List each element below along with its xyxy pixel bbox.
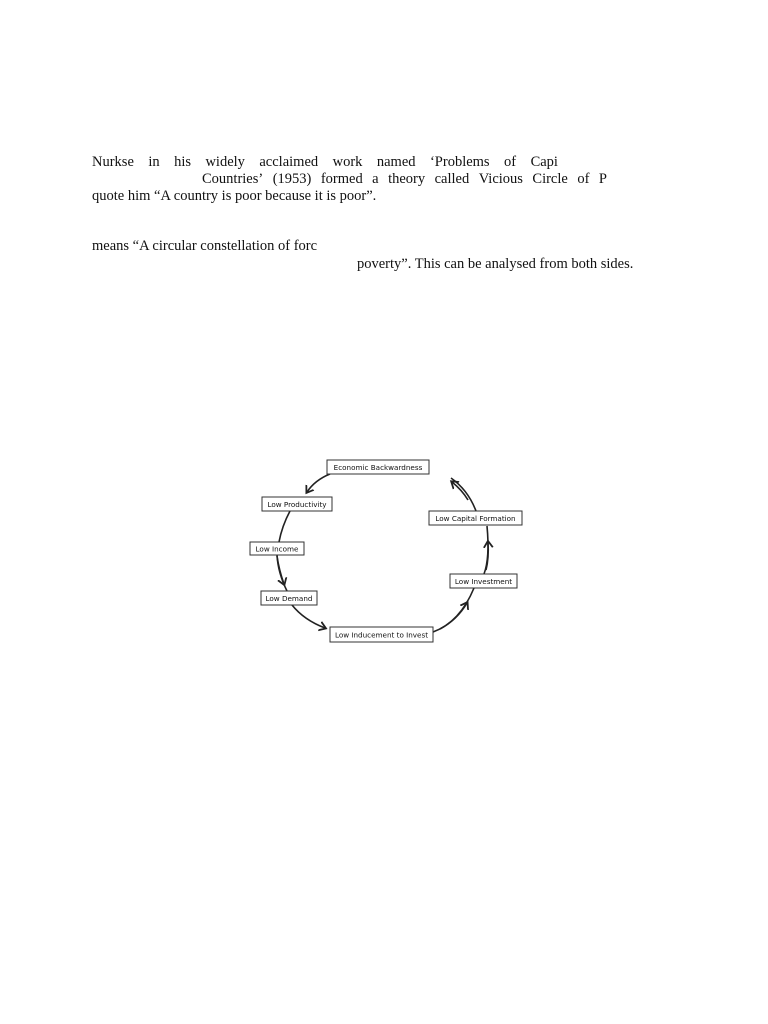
word: a: [372, 171, 379, 187]
node-label: Low Productivity: [267, 500, 327, 509]
paragraph-line-5: poverty”. This can be analysed from both sides.: [357, 256, 634, 272]
word: (1953): [272, 171, 312, 187]
node-label: Economic Backwardness: [333, 463, 423, 472]
node-label: Low Demand: [265, 594, 313, 603]
word: widely: [205, 154, 245, 170]
word: theory: [388, 171, 426, 187]
word: of: [504, 154, 517, 170]
paragraph-line-3: quote him “A country is poor because it is poor”.: [92, 188, 377, 204]
arc-productivity-to-income: [279, 511, 290, 542]
node-label: Low Capital Formation: [435, 514, 516, 523]
node-low-capital-formation: [429, 511, 522, 525]
arrow-inducement-to-investment: [440, 603, 467, 629]
node-low-income: [250, 542, 304, 555]
node-economic-backwardness: [327, 460, 429, 474]
word: called: [434, 171, 470, 187]
word: Nurkse: [92, 154, 134, 170]
arc-inducement-to-investment: [433, 588, 474, 632]
node-low-investment: [450, 574, 517, 588]
word: his: [174, 154, 191, 170]
arc-demand-to-inducement: [292, 605, 325, 628]
arrow-income-to-demand: [277, 556, 284, 584]
word: in: [148, 154, 160, 170]
node-label: Low Investment: [454, 577, 513, 586]
word: named: [376, 154, 416, 170]
node-low-productivity: [262, 497, 332, 511]
node-low-inducement: [330, 627, 433, 642]
word: work: [332, 154, 363, 170]
word: Circle: [532, 171, 568, 187]
word: formed: [320, 171, 363, 187]
word: of: [577, 171, 590, 187]
word: Vicious: [478, 171, 523, 187]
node-low-demand: [261, 591, 317, 605]
word: Capi: [530, 154, 558, 170]
word: ‘Problems: [429, 154, 490, 170]
node-label: Low Inducement to Invest: [334, 630, 429, 640]
paragraph-line-4: means “A circular constellation of forc: [92, 238, 318, 254]
word: acclaimed: [259, 154, 319, 170]
arc-backwardness-to-productivity: [307, 474, 330, 492]
word: P: [598, 171, 607, 187]
node-label: Low Income: [255, 544, 299, 554]
word: Countries’: [202, 171, 264, 187]
